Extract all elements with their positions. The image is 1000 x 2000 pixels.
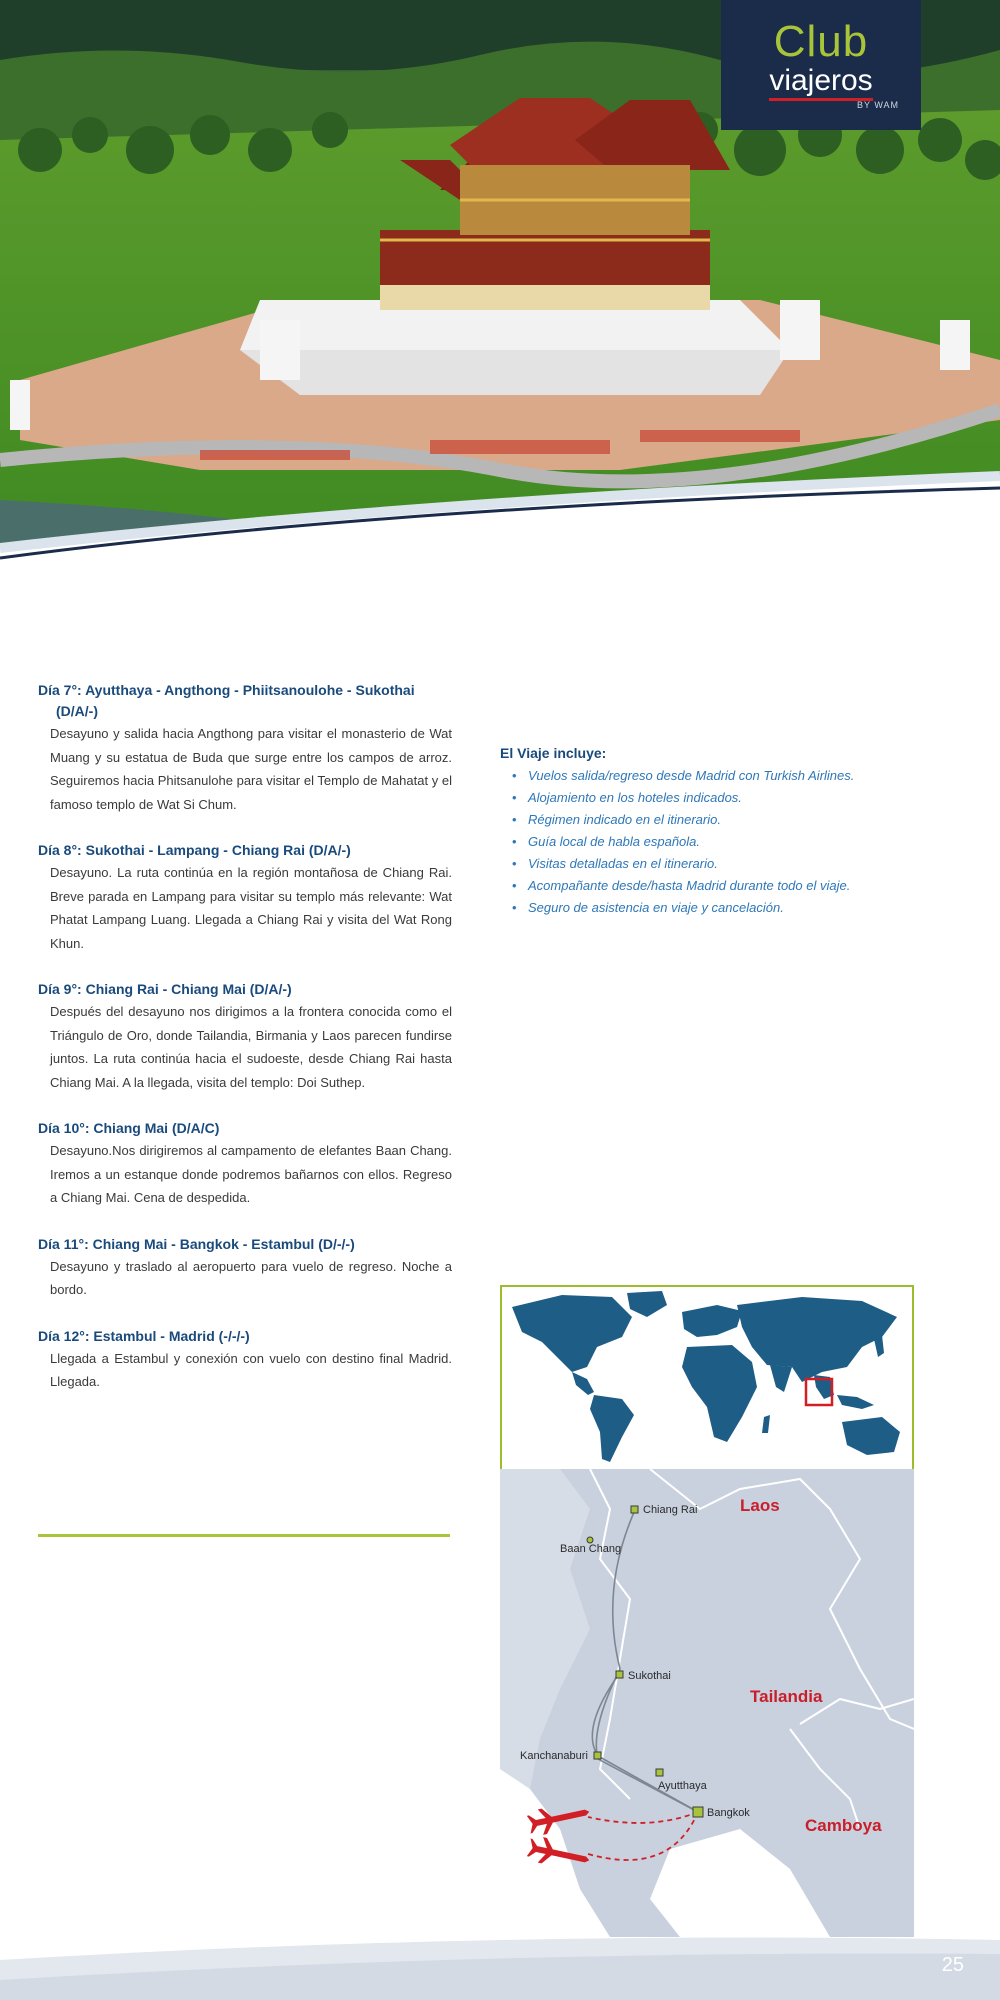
logo-viajeros-text: viajeros bbox=[769, 66, 872, 101]
sukothai-marker bbox=[616, 1671, 623, 1678]
page-number: 25 bbox=[941, 1954, 964, 1976]
itinerary-day bbox=[38, 1234, 452, 1302]
itinerary-day bbox=[38, 979, 452, 1094]
club-viajeros-logo bbox=[721, 0, 921, 130]
itinerary-day bbox=[38, 680, 452, 816]
day-text: Llegada a Estambul y conexión con vuelo con destino final Madrid. Llegada. bbox=[50, 1350, 452, 1389]
ayutthaya-marker bbox=[656, 1769, 663, 1776]
itinerary-column bbox=[38, 680, 452, 1418]
bangkok-label: Bangkok bbox=[707, 1807, 750, 1819]
day-title-text: Día 7°: Ayutthaya - Angthong - Phiitsanoulohe - Sukothai bbox=[38, 682, 415, 698]
day-text: Después del desayuno nos dirigimos a la frontera conocida como el Triángulo de Oro, donde Tailandia, Birmania y Laos parecen fundirse juntos. La ruta continúa hacia el sudoeste, desde Chiang Rai hasta Chiang Mai. A la llegada, visita del templo: Doi Suthep. bbox=[50, 1004, 452, 1090]
logo-club-text: Club bbox=[773, 17, 869, 66]
logo-by-text: BY WAM bbox=[856, 100, 899, 110]
includes-item: • Seguro de asistencia en viaje y cancelación. bbox=[512, 897, 930, 919]
includes-item: • Acompañante desde/hasta Madrid durante todo el viaje. bbox=[512, 875, 930, 897]
day-text: Desayuno. La ruta continúa en la región montañosa de Chiang Rai. Breve parada en Lampang para visitar su templo más relevante: Wat Phatat Lampang Luang. Llegada a Chiang Rai y visita del Wat Rong Khun. bbox=[50, 865, 452, 951]
includes-item: • Vuelos salida/regreso desde Madrid con Turkish Airlines. bbox=[512, 765, 930, 787]
hero-photo bbox=[0, 0, 1000, 560]
baan-chang-label: Baan Chang bbox=[560, 1543, 622, 1555]
day-text: Desayuno y salida hacia Angthong para visitar el monasterio de Wat Muang y su estatua de Buda que surge entre los campos de arroz. Seguiremos hacia Phitsanulohe para visitar el Templo de Mahatat y el famoso templo de Wat Si Chum. bbox=[50, 726, 452, 812]
day-meals: (D/A/-) bbox=[56, 703, 98, 719]
day-title: Día 10°: Chiang Mai (D/A/C) bbox=[38, 1120, 220, 1136]
includes-heading: El Viaje incluye: bbox=[500, 745, 607, 761]
day-title: Día 12°: Estambul - Madrid (-/-/-) bbox=[38, 1327, 250, 1344]
kanchanaburi-marker bbox=[594, 1752, 601, 1759]
includes-item: • Visitas detalladas en el itinerario. bbox=[512, 853, 930, 875]
day-title: Día 11°: Chiang Mai - Bangkok - Estambul (D/-/-) bbox=[38, 1235, 355, 1252]
chiang-rai-marker bbox=[631, 1506, 638, 1513]
itinerary-day bbox=[38, 1326, 452, 1394]
day-title: Día 9°: Chiang Rai - Chiang Mai (D/A/-) bbox=[38, 981, 292, 997]
bangkok-marker bbox=[693, 1807, 703, 1817]
footer-wave bbox=[0, 1920, 1000, 2000]
kanchanaburi-label: Kanchanaburi bbox=[520, 1750, 588, 1762]
itinerary-day bbox=[38, 1118, 452, 1210]
includes-list bbox=[500, 765, 930, 919]
section-divider bbox=[38, 1534, 450, 1537]
includes-item: • Guía local de habla española. bbox=[512, 831, 930, 853]
sukothai-label: Sukothai bbox=[628, 1670, 671, 1682]
day-title bbox=[38, 680, 452, 722]
ayutthaya-label: Ayutthaya bbox=[658, 1780, 707, 1792]
camboya-label: Camboya bbox=[805, 1816, 882, 1835]
day-text: Desayuno y traslado al aeropuerto para vuelo de regreso. Noche a bordo. bbox=[50, 1258, 452, 1297]
day-title: Día 8°: Sukothai - Lampang - Chiang Rai (D/A/-) bbox=[38, 842, 351, 858]
tailandia-label: Tailandia bbox=[750, 1687, 823, 1706]
route-map bbox=[500, 1469, 914, 1937]
laos-label: Laos bbox=[740, 1496, 780, 1515]
chiang-rai-label: Chiang Rai bbox=[643, 1504, 698, 1516]
day-text: Desayuno.Nos dirigiremos al campamento de elefantes Baan Chang. Iremos a un estanque donde podremos bañarnos con ellos. Regreso a Chiang Mai. Cena de despedida. bbox=[50, 1143, 452, 1205]
includes-item: • Régimen indicado en el itinerario. bbox=[512, 809, 930, 831]
itinerary-day bbox=[38, 840, 452, 955]
includes-item: • Alojamiento en los hoteles indicados. bbox=[512, 787, 930, 809]
trip-includes-box bbox=[500, 743, 930, 919]
world-map bbox=[500, 1285, 914, 1471]
